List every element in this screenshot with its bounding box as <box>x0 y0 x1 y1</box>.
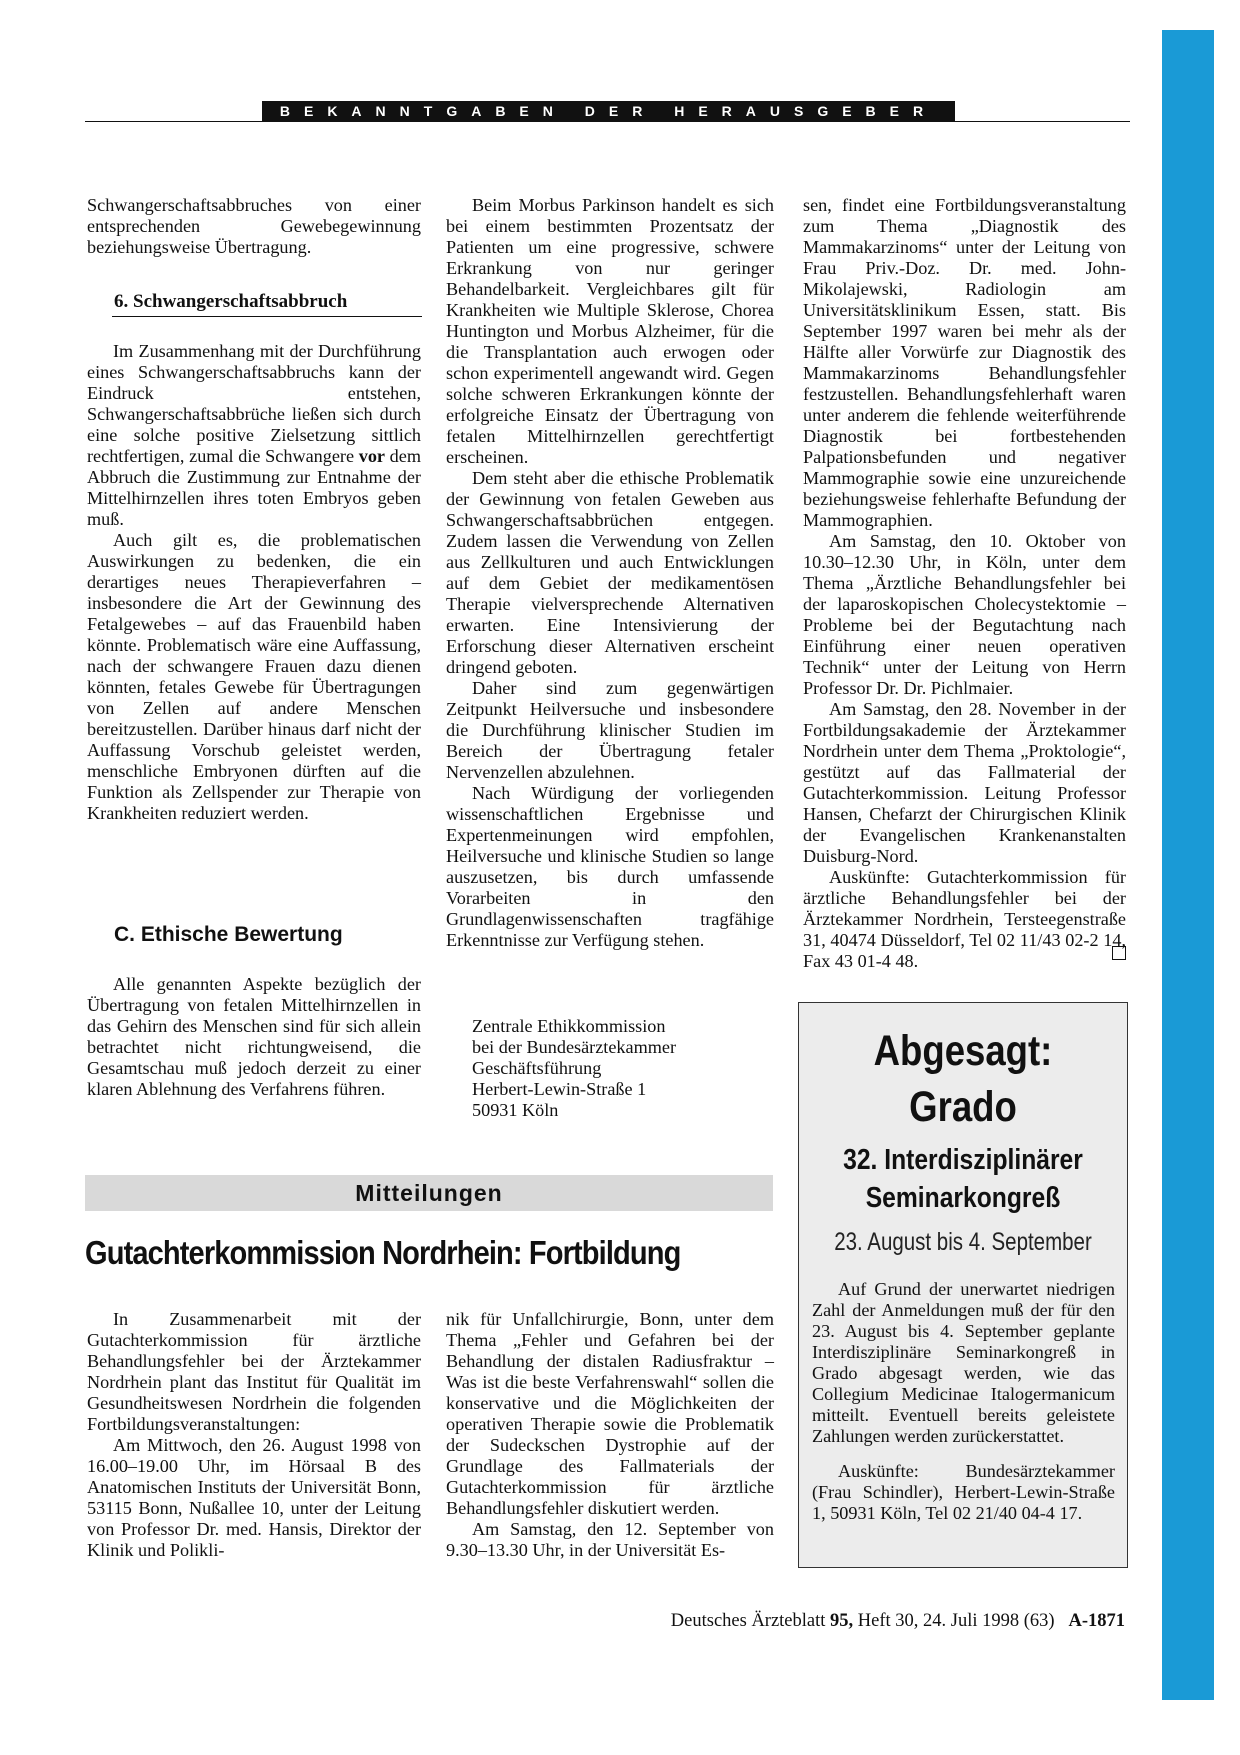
column-3-paragraph-2: Am Samstag, den 10. Oktober von 10.30–12.30 Uhr, in Köln, unter dem Thema „Ärztliche Behandlungsfehler bei der laparoskopischen Cholecystektomie – Probleme bei der Begutachtung nach Einführung einer neuen operativen Technik“ unter der Leitung von Herrn Professor Dr. Dr. Pichlmaier. <box>803 531 1126 698</box>
notice-title-line-2: Grado <box>909 1083 1017 1131</box>
column-1-section-c <box>87 974 421 1100</box>
mitteilungen-band: Mitteilungen <box>85 1175 773 1211</box>
end-of-article-mark <box>1112 946 1126 960</box>
address-line: Zentrale Ethikkommission <box>472 1016 666 1036</box>
column-1-intro <box>87 195 421 258</box>
notice-body <box>812 1279 1115 1524</box>
section-c-paragraph: Alle genannten Aspekte bezüglich der Übertragung von fetalen Mittelhirnzellen in das Gehirn des Menschen sind für sich allein betrachtet nicht richtungweisend, die Gesamtschau muß jedoch derzeit zu einer klaren Ablehnung des Verfahrens führen. <box>87 974 421 1099</box>
notice-paragraph-2: Auskünfte: Bundesärztekammer (Frau Schindler), Herbert-Lewin-Straße 1, 50931 Köln, Tel 02 21/40 04-4 17. <box>812 1461 1115 1523</box>
cancellation-notice-box <box>798 1002 1128 1568</box>
section-c-heading: C. Ethische Bewertung <box>114 923 343 946</box>
column-2-paragraph-3: Daher sind zum gegenwärtigen Zeitpunkt Heilversuche und insbesondere die Durchführung klinischer Studien im Bereich der Übertragung fetaler Nervenzellen abzulehnen. <box>446 678 774 782</box>
mitteilungen-right-column <box>446 1309 774 1561</box>
address-line: Herbert-Lewin-Straße 1 <box>472 1079 647 1099</box>
mitteilungen-left-paragraph-2: Am Mittwoch, den 26. August 1998 von 16.00–19.00 Uhr, im Hörsaal B des Anatomischen Instituts der Universität Bonn, 53115 Bonn, Nußallee 10, unter der Leitung von Professor Dr. med. Hansis, Direktor der Klinik und Polikli- <box>87 1435 421 1560</box>
mitteilungen-left-column <box>87 1309 421 1561</box>
column-3-paragraph-4: Auskünfte: Gutachterkommission für ärztliche Behandlungsfehler bei der Ärztekammer Nordrhein, Tersteegenstraße 31, 40474 Düsseldorf, Tel 02 11/43 02-2 14, Fax 43 01-4 48. <box>803 867 1126 971</box>
address-line: 50931 Köln <box>472 1100 559 1120</box>
intro-paragraph: Schwangerschaftsabbruches von einer entsprechenden Gewebegewinnung beziehungsweise Übertragung. <box>87 195 421 257</box>
column-2-paragraph-1: Beim Morbus Parkinson handelt es sich bei einem bestimmten Prozentsatz der Patienten um eine progressive, schwere Erkrankung von nur geringer Behandelbarkeit. Vergleichbares gilt für Krankheiten wie Multiple Sklerose, Chorea Huntington und Morbus Alzheimer, für die die Transplantation auch erwogen oder schon experimentell angewandt wird. Gegen solche schweren Erkrankungen könnte der erfolgreiche Einsatz der Übertragung von fetalen Mittelhirnzellen gerechtfertigt erscheinen. <box>446 195 774 467</box>
column-1-section-6 <box>87 341 421 824</box>
mitteilungen-left-paragraph-1: In Zusammenarbeit mit der Gutachterkommission für ärztliche Behandlungsfehler bei der Ärztekammer Nordrhein plant das Institut für Qualität im Gesundheitswesen Nordrhein die folgenden Fortbildungsveranstaltungen: <box>87 1309 421 1434</box>
column-2-body <box>446 195 774 951</box>
column-3-paragraph-3: Am Samstag, den 28. November in der Fortbildungsakademie der Ärztekammer Nordrhein unter dem Thema „Proktologie“, gestützt auf das Fallmaterial der Gutachterkommission. Leitung Professor Hansen, Chefarzt der Chirurgischen Klinik der Evangelischen Krankenanstalten Duisburg-Nord. <box>803 699 1126 866</box>
section-6-paragraph-2: Auch gilt es, die problematischen Auswirkungen zu bedenken, die ein derartiges neues Therapieverfahren – insbesondere die Art der Gewinnung des Fetalgewebes – auf das Frauenbild haben könnte. Problematisch wäre eine Auffassung, nach der schwangere Frauen dazu dienen könnten, fetales Gewebe für Übertragungen von Zellen auf andere Menschen bereitzustellen. Darüber hinaus darf nicht der Auffassung Vorschub geleistet werden, menschliche Embryonen dürften auf die Funktion als Zellspender zur Therapie von Krankheiten reduziert werden. <box>87 530 421 823</box>
footer-volume: 95, <box>830 1611 854 1631</box>
notice-subtitle-line-2: Seminarkongreß <box>865 1182 1061 1214</box>
edge-color-bar <box>1162 30 1214 1700</box>
mitteilungen-right-paragraph-1: nik für Unfallchirurgie, Bonn, unter dem Thema „Fehler und Gefahren bei der Behandlung der distalen Radiusfraktur – Was ist die beste Verfahrenswahl“ sollen die konservative und die Möglichkeiten der operativen Therapie sowie die Problematik der Sudeckschen Dystrophie auf der Grundlage des Fallmaterials der Gutachterkommission für ärztliche Behandlungsfehler diskutiert werden. <box>446 1309 774 1518</box>
section-6-heading: 6. Schwangerschaftsabbruch <box>114 291 348 312</box>
mitteilungen-right-paragraph-2: Am Samstag, den 12. September von 9.30–13.30 Uhr, in der Universität Es- <box>446 1519 774 1560</box>
page-footer <box>671 1611 1125 1632</box>
address-line: Geschäftsführung <box>472 1058 602 1078</box>
footer-issue-date: Heft 30, 24. Juli 1998 (63) <box>853 1611 1055 1631</box>
notice-dates: 23. August bis 4. September <box>834 1228 1092 1256</box>
column-2-paragraph-4: Nach Würdigung der vorliegenden wissenschaftlichen Ergebnisse und Expertenmeinungen wird empfohlen, Heilversuche und klinische Studien so lange auszusetzen, bis durch umfassende Vorarbeiten in den Grundlagenwissenschaften tragfähige Erkenntnisse zur Verfügung stehen. <box>446 783 774 950</box>
article-title: Gutachterkommission Nordrhein: Fortbildung <box>85 1234 681 1271</box>
column-2-paragraph-2: Dem steht aber die ethische Problematik der Gewinnung von fetalen Geweben aus Schwangerschaftsabbrüchen entgegen. Zudem lassen die Verwendung von Zellen aus Zellkulturen und auch Entwicklungen auf dem Gebiet der medikamentösen Therapie vielversprechende Alternativen erwarten. Eine Intensivierung der Erforschung dieser Alternativen erscheint dringend geboten. <box>446 468 774 677</box>
notice-title-line-1: Abgesagt: <box>873 1027 1053 1075</box>
section-6-underline <box>112 316 422 317</box>
column-3-body <box>803 195 1126 972</box>
footer-journal: Deutsches Ärzteblatt <box>670 1611 831 1631</box>
footer-page-number: A-1871 <box>1068 1611 1125 1631</box>
notice-subtitle-line-1: 32. Interdisziplinärer <box>843 1144 1083 1176</box>
column-3-paragraph-1: sen, findet eine Fortbildungsveranstaltung zum Thema „Diagnostik des Mammakarzinoms“ unter der Leitung von Frau Priv.-Doz. Dr. med. John-Mikolajewski, Radiologin am Universitätsklinikum Essen, statt. Bis September 1997 waren bei mehr als der Hälfte aller Vorwürfe zur Diagnostik des Mammakarzinoms Behandlungsfehler festzustellen. Behandlungsfehlerhaft waren unter anderem die fehlende weiterführende Diagnostik bei fortbestehenden Palpationsbefunden und negativer Mammographie sowie eine unzureichende beziehungsweise fehlerhafte Befundung der Mammographien. <box>803 195 1126 530</box>
notice-paragraph-1: Auf Grund der unerwartet niedrigen Zahl der Anmeldungen muß der für den 23. August bis 4. September geplante Interdisziplinäre Seminarkongreß in Grado abgesagt werden, wie das Collegium Medicinae Italogermanicum mitteilt. Eventuell bereits geleistete Zahlungen werden zurückerstattet. <box>812 1279 1115 1446</box>
section-6-paragraph-1: Im Zusammenhang mit der Durchführung eines Schwangerschaftsabbruchs kann der Eindruck entstehen, Schwangerschaftsabbrüche ließen sich durch eine solche positive Zielsetzung sittlich rechtfertigen, zumal die Schwangere vor dem Abbruch die Zustimmung zur Entnahme der Mittelhirnzellen ihres toten Embryos geben muß. <box>87 341 421 529</box>
address-line: bei der Bundesärztekammer <box>472 1037 677 1057</box>
signature-address <box>472 1016 676 1121</box>
section-header-band: BEKANNTGABEN DER HERAUSGEBER <box>262 101 955 122</box>
